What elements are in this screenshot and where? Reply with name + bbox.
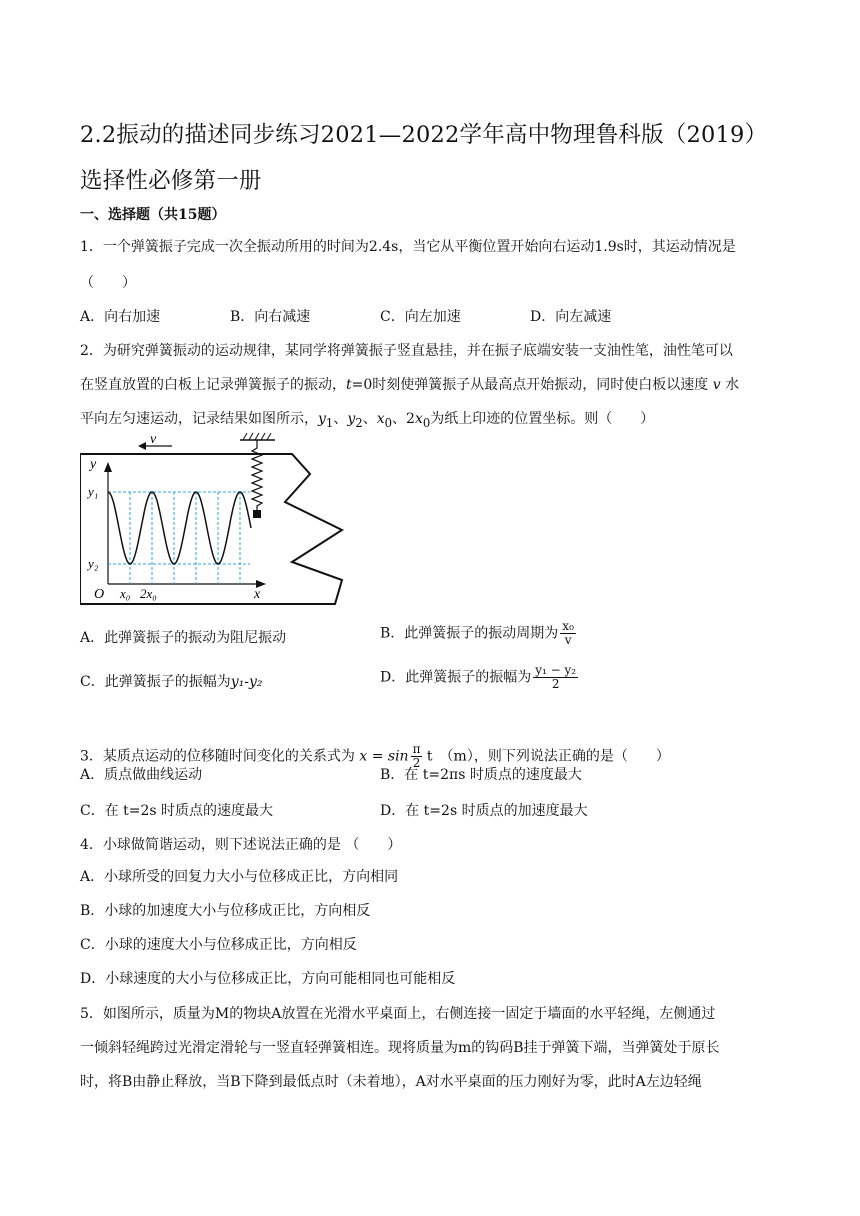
y-axis-label: y	[90, 457, 97, 472]
q1-option-a: A．向右加速	[80, 309, 161, 325]
velocity-label: v	[150, 432, 157, 447]
q1-paren: （ ）	[80, 275, 136, 291]
document-title: 2.2振动的描述同步练习2021—2022学年高中物理鲁科版（2019）选择性必修第一册	[80, 122, 768, 194]
q4-option-c: C．小球的速度大小与位移成正比，方向相反	[80, 937, 357, 953]
q3-option-c: C．在 t=2s 时质点的速度最大	[80, 803, 274, 819]
q1-option-b: B．向右减速	[230, 309, 311, 325]
q2-option-c: C．此弹簧振子的振幅为y₁-y₂	[80, 674, 263, 690]
q3-option-d: D．在 t=2s 时质点的加速度最大	[380, 803, 588, 819]
x0-label: x₀	[120, 586, 131, 601]
x-axis-label: x	[254, 587, 261, 602]
q4-option-d: D．小球速度的大小与位移成正比，方向可能相同也可能相反	[80, 971, 456, 987]
guide-lines	[108, 492, 250, 584]
origin-label: O	[94, 587, 105, 602]
q2-option-b: B．此弹簧振子的振动周期为 $\frac{\text{x₀}}{v}$	[380, 619, 574, 647]
q4-option-b: B．小球的加速度大小与位移成正比，方向相反	[80, 903, 371, 919]
q1-option-d: D．向左减速	[530, 309, 612, 325]
q3-stem: 3．某质点运动的位移随时间变化的关系式为 x = sin $\frac{\pi}{2}$ t （m），则下列说法正确的是（ ）	[80, 742, 670, 770]
spring-oscillator-figure	[80, 432, 365, 612]
q5-line-2: 一倾斜轻绳跨过光滑定滑轮与一竖直轻弹簧相连。现将质量为m的钩码B挂于弹簧下端，当弹簧处于原长	[80, 1040, 720, 1056]
section-heading: 一、选择题（共15题）	[80, 207, 226, 223]
q4-option-a: A．小球所受的回复力大小与位移成正比，方向相同	[80, 869, 399, 885]
velocity-arrowhead	[138, 442, 146, 450]
spring	[252, 440, 262, 510]
two-x0-label: 2x₀	[140, 586, 157, 601]
q5-line-3: 时，将B由静止释放，当B下降到最低点时（未着地），A对水平桌面的压力刚好为零，此时A左边轻绳	[80, 1074, 702, 1090]
q2-line-2: 在竖直放置的白板上记录弹簧振子的振动，t=0时刻使弹簧振子从最高点开始振动，同时使白板以速度 v 水	[80, 377, 740, 393]
y-axis-arrow	[104, 462, 112, 472]
q2-line-3: 平向左匀速运动，记录结果如图所示，$y_1$、$y_2$、$x_0$、$2x_0$为纸上印迹的位置坐标。则（ ）	[80, 411, 655, 430]
ceiling-hatch	[243, 433, 271, 440]
q4-stem: 4．小球做简谐运动，则下述说法正确的是 （ ）	[80, 837, 402, 853]
q2-line-1: 2．为研究弹簧振动的运动规律，某同学将弹簧振子竖直悬挂，并在振子底端安装一支油性笔，油性笔可以	[80, 343, 733, 359]
oscillator-mass	[253, 510, 261, 518]
q2-option-a: A．此弹簧振子的振动为阻尼振动	[80, 630, 287, 646]
q1-option-c: C．向左加速	[380, 309, 461, 325]
q5-line-1: 5．如图所示，质量为M的物块A放置在光滑水平桌面上，右侧连接一固定于墙面的水平轻绳，左侧通过	[80, 1006, 716, 1022]
q3-option-b: B．在 t=2πs 时质点的速度最大	[380, 767, 582, 783]
q1-stem: 1．一个弹簧振子完成一次全振动所用的时间为2.4s，当它从平衡位置开始向右运动1.9s时，其运动情况是	[80, 239, 736, 255]
oscillation-trace	[108, 492, 251, 564]
q3-option-a: A．质点做曲线运动	[80, 767, 203, 783]
q2-option-d: D．此弹簧振子的振幅为 $\frac{\text{y₁ − y₂}}{2}$	[380, 663, 577, 691]
y2-label: y₂	[88, 556, 99, 571]
y1-label: y₁	[88, 484, 99, 499]
